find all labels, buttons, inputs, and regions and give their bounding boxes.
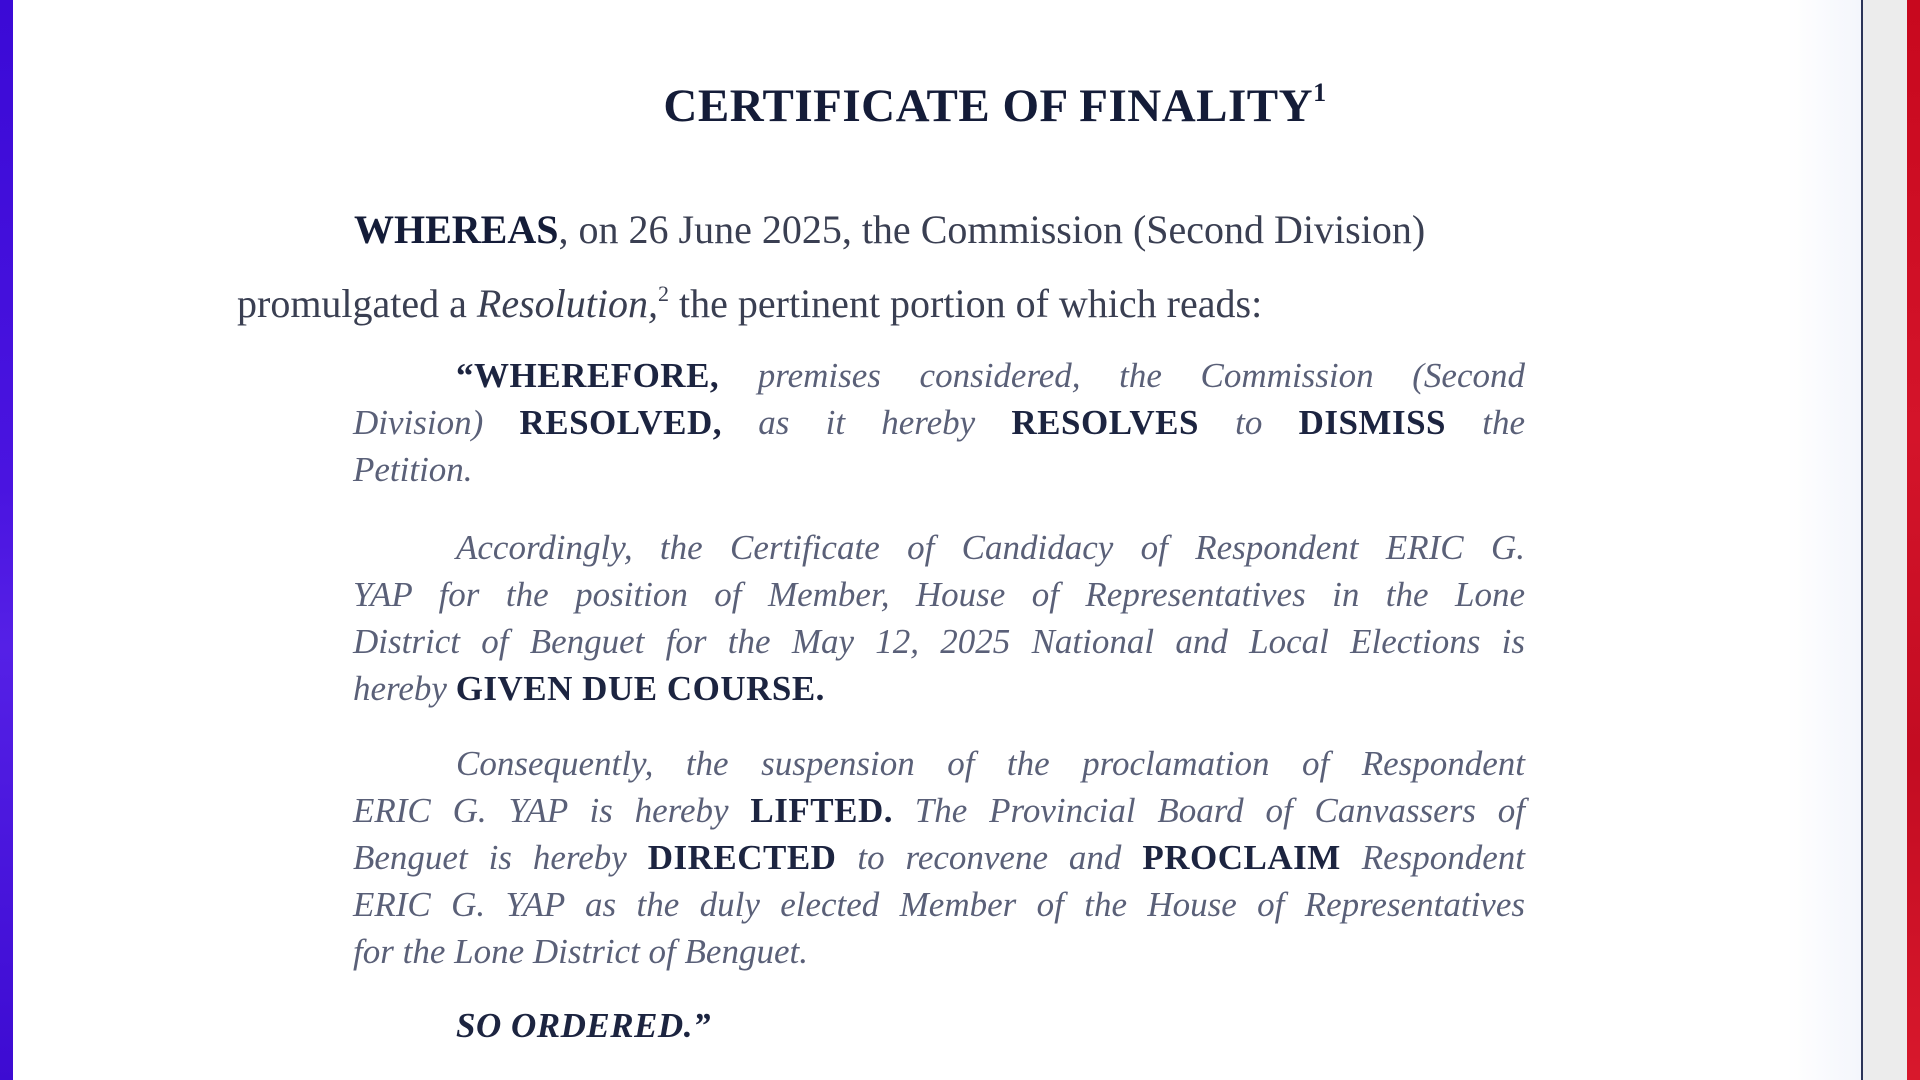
quote-text: Respondent <box>1340 838 1525 877</box>
quote-text: premises considered, the Commission (Second <box>719 356 1525 395</box>
right-background-strip <box>1907 0 1920 1080</box>
quote-line <box>353 399 1525 446</box>
whereas-line-2 <box>237 262 1640 336</box>
title-text: CERTIFICATE OF FINALITY <box>663 80 1314 132</box>
quote-line <box>353 352 1525 399</box>
page-margin-strip <box>1863 0 1907 1080</box>
accordingly-paragraph <box>353 524 1525 712</box>
quote-text: to reconvene and <box>836 838 1143 877</box>
quote-line: District of Benguet for the May 12, 2025 National and Local Elections is <box>353 622 1525 661</box>
footnote-ref-2: 2 <box>658 281 670 306</box>
resolved-term: RESOLVED, <box>519 403 723 442</box>
directed-term: DIRECTED <box>647 838 837 877</box>
quote-text: The Provincial Board of Canvassers of <box>892 791 1525 830</box>
quote-line: for the Lone District of Benguet. <box>353 932 808 971</box>
quote-text: Division) <box>353 403 520 442</box>
quote-line <box>353 665 1525 712</box>
quote-line <box>353 787 1525 834</box>
whereas-line-1 <box>237 198 1640 262</box>
quote-text: Accordingly, the Certificate of Candidacy of Respondent ERIC G. <box>456 528 1525 567</box>
given-due-course-term: GIVEN DUE COURSE. <box>455 669 825 708</box>
quote-line: YAP for the position of Member, House of Representatives in the Lone <box>353 575 1525 614</box>
dismiss-term: DISMISS <box>1298 403 1447 442</box>
quote-line <box>353 740 1525 787</box>
quote-text: to <box>1198 403 1299 442</box>
quote-text: the <box>1446 403 1525 442</box>
quote-text: Benguet is hereby <box>353 838 648 877</box>
footnote-ref-1: 1 <box>1313 78 1327 107</box>
document-title <box>0 78 1920 133</box>
resolves-term: RESOLVES <box>1011 403 1199 442</box>
quote-line: Petition. <box>353 450 473 489</box>
lifted-term: LIFTED. <box>750 791 893 830</box>
resolution-term: Resolution, <box>476 281 659 326</box>
quote-line <box>353 524 1525 571</box>
consequently-paragraph <box>353 740 1525 975</box>
quote-text: ERIC G. YAP is hereby <box>353 791 751 830</box>
whereas-text: promulgated a <box>237 281 477 326</box>
quote-line <box>353 834 1525 881</box>
whereas-lead: WHEREAS <box>354 207 559 252</box>
quote-text: hereby <box>353 669 456 708</box>
quote-text: Consequently, the suspension of the proclamation of Respondent <box>456 744 1525 783</box>
quoted-dispositive-paragraph <box>353 352 1525 493</box>
whereas-paragraph <box>237 198 1640 336</box>
whereas-text: , on 26 June 2025, the Commission (Second Division) <box>558 207 1426 252</box>
quote-line <box>353 1002 1525 1049</box>
left-background-strip <box>0 0 13 1080</box>
whereas-text: the pertinent portion of which reads: <box>669 281 1263 326</box>
quote-line: ERIC G. YAP as the duly elected Member of the House of Representatives <box>353 885 1525 924</box>
so-ordered-paragraph <box>353 1002 1525 1049</box>
wherefore-term: “WHEREFORE, <box>456 356 720 395</box>
so-ordered-term: SO ORDERED.” <box>456 1006 711 1045</box>
quote-text: as it hereby <box>722 403 1012 442</box>
proclaim-term: PROCLAIM <box>1142 838 1341 877</box>
